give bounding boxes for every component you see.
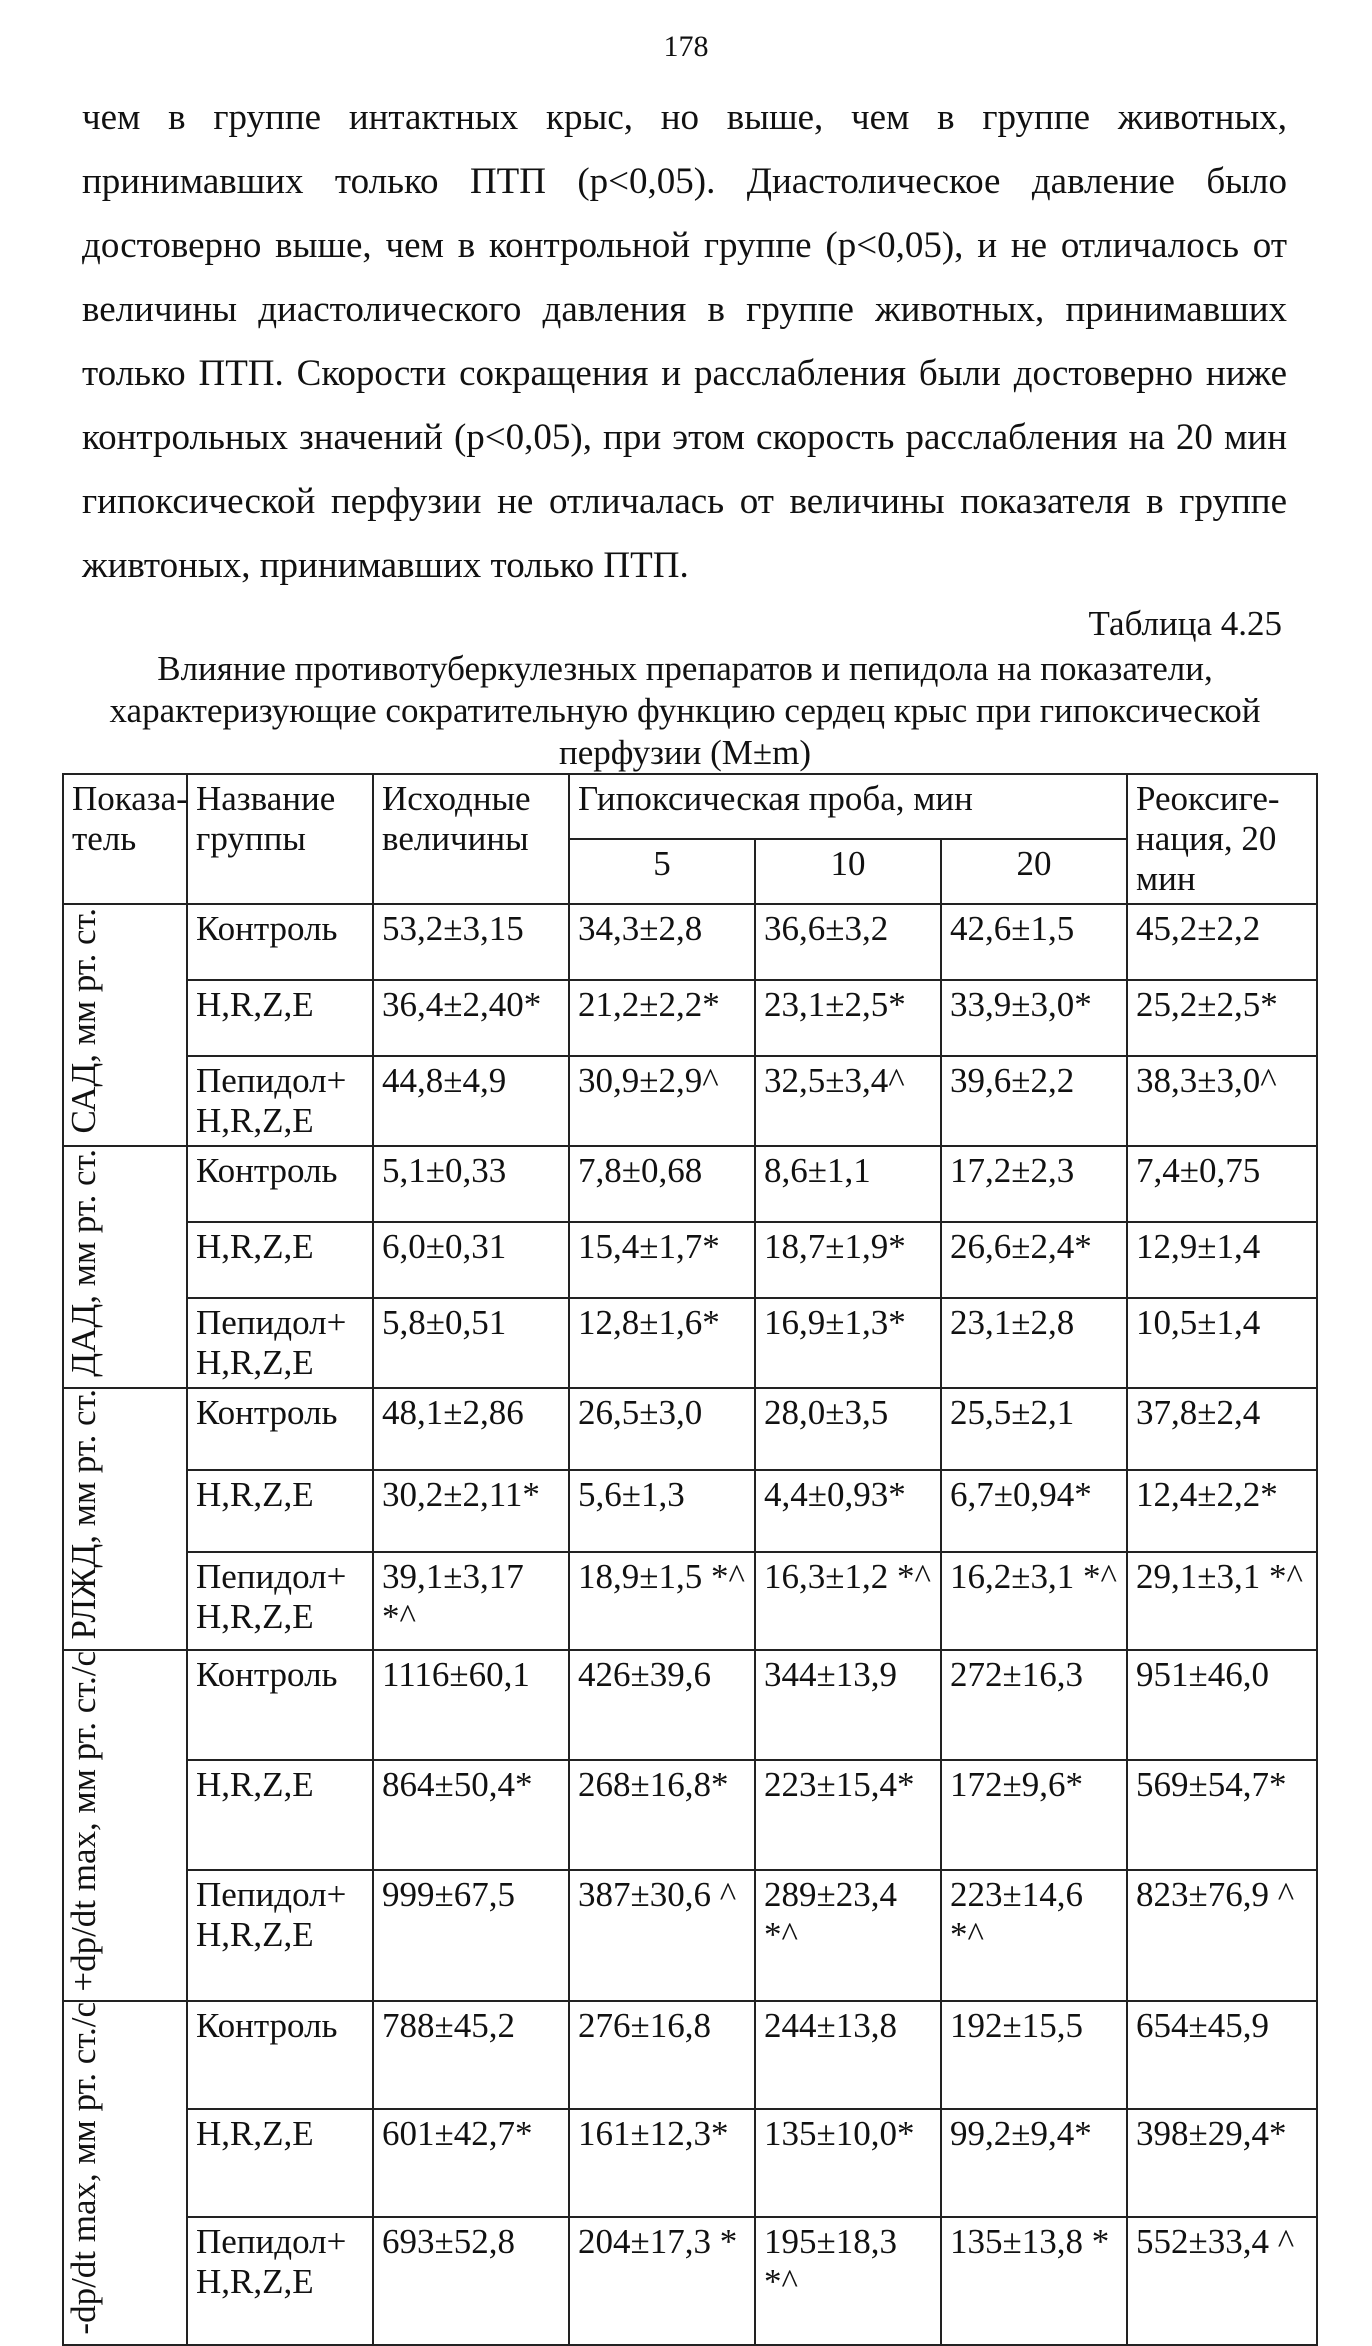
table-row (63, 1298, 1317, 1388)
value-cell: 5,1±0,33 (373, 1146, 569, 1222)
group-cell: Пепидол+ H,R,Z,E (187, 1298, 373, 1388)
body-paragraph (82, 86, 1287, 598)
param-label: ДАД, мм рт. ст. (64, 1148, 103, 1377)
value-cell: 5,6±1,3 (569, 1470, 755, 1552)
value-cell: 26,6±2,4* (941, 1222, 1127, 1298)
group-cell: H,R,Z,E (187, 2109, 373, 2217)
value-cell: 195±18,3 *^ (755, 2217, 941, 2345)
value-cell: 23,1±2,8 (941, 1298, 1127, 1388)
table-row (63, 904, 1317, 980)
header-min-5: 5 (569, 839, 755, 904)
value-cell: 29,1±3,1 *^ (1127, 1552, 1317, 1649)
value-cell: 30,2±2,11* (373, 1470, 569, 1552)
param-label: РЛЖД, мм рт. ст. (64, 1389, 103, 1640)
table-row (63, 1056, 1317, 1146)
value-cell: 654±45,9 (1127, 2001, 1317, 2109)
value-cell: 7,8±0,68 (569, 1146, 755, 1222)
paragraph-line: контрольных значений (p<0,05), при этом скорость расслабления на 20 мин (82, 417, 1287, 458)
value-cell: 39,1±3,17 *^ (373, 1552, 569, 1649)
param-label: +dp/dt max, мм рт. ст./с (64, 1650, 103, 1992)
table-row (63, 1388, 1317, 1470)
value-cell: 289±23,4 *^ (755, 1870, 941, 2001)
value-cell: 864±50,4* (373, 1760, 569, 1870)
value-cell: 16,9±1,3* (755, 1298, 941, 1388)
group-cell: Контроль (187, 904, 373, 980)
value-cell: 999±67,5 (373, 1870, 569, 2001)
value-cell: 244±13,8 (755, 2001, 941, 2109)
value-cell: 693±52,8 (373, 2217, 569, 2345)
table-row (63, 1146, 1317, 1222)
table-row (63, 1470, 1317, 1552)
group-cell: Контроль (187, 1388, 373, 1470)
group-cell: Пепидол+ H,R,Z,E (187, 2217, 373, 2345)
value-cell: 36,6±3,2 (755, 904, 941, 980)
value-cell: 788±45,2 (373, 2001, 569, 2109)
value-cell: 6,0±0,31 (373, 1222, 569, 1298)
param-cell (63, 1146, 187, 1388)
header-min-10: 10 (755, 839, 941, 904)
paragraph-line: принимавших только ПТП (p<0,05). Диастолическое давление было (82, 161, 1287, 202)
value-cell: 7,4±0,75 (1127, 1146, 1317, 1222)
value-cell: 39,6±2,2 (941, 1056, 1127, 1146)
param-cell (63, 1388, 187, 1650)
group-cell: Пепидол+ H,R,Z,E (187, 1056, 373, 1146)
paragraph-line: живтоных, принимавших только ПТП. (82, 545, 689, 586)
value-cell: 38,3±3,0^ (1127, 1056, 1317, 1146)
value-cell: 18,7±1,9* (755, 1222, 941, 1298)
value-cell: 569±54,7* (1127, 1760, 1317, 1870)
group-cell: Контроль (187, 1650, 373, 1760)
value-cell: 387±30,6 ^ (569, 1870, 755, 2001)
value-cell: 161±12,3* (569, 2109, 755, 2217)
value-cell: 8,6±1,1 (755, 1146, 941, 1222)
value-cell: 48,1±2,86 (373, 1388, 569, 1470)
value-cell: 4,4±0,93* (755, 1470, 941, 1552)
value-cell: 268±16,8* (569, 1760, 755, 1870)
value-cell: 204±17,3 * (569, 2217, 755, 2345)
value-cell: 276±16,8 (569, 2001, 755, 2109)
value-cell: 25,5±2,1 (941, 1388, 1127, 1470)
group-cell: H,R,Z,E (187, 1760, 373, 1870)
table-body (63, 904, 1317, 2345)
value-cell: 135±10,0* (755, 2109, 941, 2217)
caption-line: Влияние противотуберкулезных препаратов и пепидола на показатели, (157, 649, 1213, 688)
value-cell: 34,3±2,8 (569, 904, 755, 980)
value-cell: 28,0±3,5 (755, 1388, 941, 1470)
header-reoxygenation: Реоксиге-нация, 20 мин (1127, 774, 1317, 904)
value-cell: 33,9±3,0* (941, 980, 1127, 1056)
value-cell: 223±14,6 *^ (941, 1870, 1127, 2001)
caption-line: перфузии (M±m) (559, 733, 811, 772)
param-label: -dp/dt max, мм рт. ст./с (64, 2002, 103, 2335)
header-initial: Исходные величины (373, 774, 569, 904)
param-cell (63, 1650, 187, 2002)
value-cell: 344±13,9 (755, 1650, 941, 1760)
group-cell: Пепидол+ H,R,Z,E (187, 1870, 373, 2001)
paragraph-line: достоверно выше, чем в контрольной группе (p<0,05), и не отличалось от (82, 225, 1287, 266)
value-cell: 398±29,4* (1127, 2109, 1317, 2217)
value-cell: 5,8±0,51 (373, 1298, 569, 1388)
value-cell: 25,2±2,5* (1127, 980, 1317, 1056)
paragraph-line: чем в группе интактных крыс, но выше, чем в группе животных, (82, 97, 1287, 138)
value-cell: 10,5±1,4 (1127, 1298, 1317, 1388)
value-cell: 53,2±3,15 (373, 904, 569, 980)
group-cell: Контроль (187, 1146, 373, 1222)
param-cell (63, 2001, 187, 2345)
paragraph-line: величины диастолического давления в группе животных, принимавших (82, 289, 1287, 330)
group-cell: Пепидол+ H,R,Z,E (187, 1552, 373, 1649)
group-cell: H,R,Z,E (187, 980, 373, 1056)
value-cell: 23,1±2,5* (755, 980, 941, 1056)
group-cell: H,R,Z,E (187, 1470, 373, 1552)
param-cell (63, 904, 187, 1146)
header-min-20: 20 (941, 839, 1127, 904)
table-row (63, 1552, 1317, 1649)
table-row (63, 1760, 1317, 1870)
value-cell: 37,8±2,4 (1127, 1388, 1317, 1470)
value-cell: 21,2±2,2* (569, 980, 755, 1056)
value-cell: 18,9±1,5 *^ (569, 1552, 755, 1649)
table-row (63, 980, 1317, 1056)
value-cell: 16,3±1,2 *^ (755, 1552, 941, 1649)
page-number: 178 (663, 30, 709, 63)
value-cell: 32,5±3,4^ (755, 1056, 941, 1146)
value-cell: 426±39,6 (569, 1650, 755, 1760)
value-cell: 601±42,7* (373, 2109, 569, 2217)
value-cell: 192±15,5 (941, 2001, 1127, 2109)
value-cell: 17,2±2,3 (941, 1146, 1127, 1222)
table-row (63, 2109, 1317, 2217)
value-cell: 272±16,3 (941, 1650, 1127, 1760)
header-hypoxia: Гипоксическая проба, мин (569, 774, 1127, 839)
value-cell: 823±76,9 ^ (1127, 1870, 1317, 2001)
value-cell: 12,4±2,2* (1127, 1470, 1317, 1552)
value-cell: 1116±60,1 (373, 1650, 569, 1760)
value-cell: 44,8±4,9 (373, 1056, 569, 1146)
table-row (63, 1650, 1317, 1760)
table-row (63, 2217, 1317, 2345)
paragraph-line: только ПТП. Скорости сокращения и расслабления были достоверно ниже (82, 353, 1287, 394)
value-cell: 16,2±3,1 *^ (941, 1552, 1127, 1649)
paragraph-line: гипоксической перфузии не отличалась от величины показателя в группе (82, 481, 1287, 522)
value-cell: 172±9,6* (941, 1760, 1127, 1870)
value-cell: 26,5±3,0 (569, 1388, 755, 1470)
value-cell: 36,4±2,40* (373, 980, 569, 1056)
group-cell: H,R,Z,E (187, 1222, 373, 1298)
caption-line: характеризующие сократительную функцию сердец крыс при гипоксической (109, 691, 1261, 730)
table-caption (60, 648, 1310, 774)
value-cell: 30,9±2,9^ (569, 1056, 755, 1146)
table-row (63, 1222, 1317, 1298)
value-cell: 135±13,8 * (941, 2217, 1127, 2345)
value-cell: 45,2±2,2 (1127, 904, 1317, 980)
value-cell: 951±46,0 (1127, 1650, 1317, 1760)
value-cell: 12,8±1,6* (569, 1298, 755, 1388)
table-row (63, 1870, 1317, 2001)
value-cell: 42,6±1,5 (941, 904, 1127, 980)
header-group: Название группы (187, 774, 373, 904)
data-table (62, 773, 1318, 2346)
value-cell: 223±15,4* (755, 1760, 941, 1870)
table-row (63, 2001, 1317, 2109)
value-cell: 6,7±0,94* (941, 1470, 1127, 1552)
table-label: Таблица 4.25 (1088, 604, 1282, 643)
value-cell: 552±33,4 ^ (1127, 2217, 1317, 2345)
value-cell: 15,4±1,7* (569, 1222, 755, 1298)
group-cell: Контроль (187, 2001, 373, 2109)
header-param: Показа-тель (63, 774, 187, 904)
value-cell: 99,2±9,4* (941, 2109, 1127, 2217)
value-cell: 12,9±1,4 (1127, 1222, 1317, 1298)
param-label: САД, мм рт. ст. (64, 907, 103, 1134)
